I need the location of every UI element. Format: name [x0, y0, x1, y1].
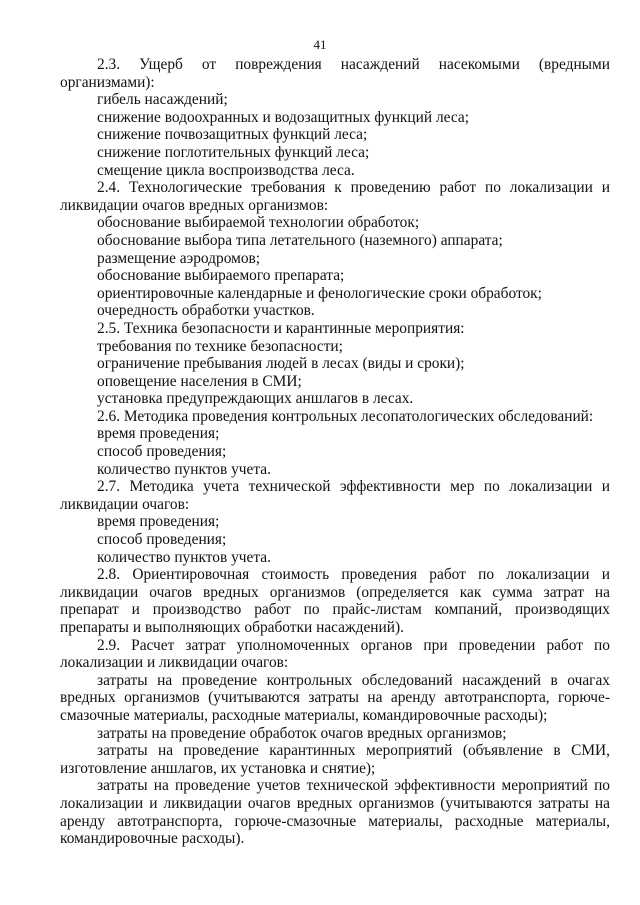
list-item: требования по технике безопасности; — [97, 337, 343, 355]
section-paragraph: 2.6. Методика проведения контрольных лесопатологических обследований: — [97, 407, 594, 425]
section-paragraph: 2.7. Методика учета технической эффективности мер по локализации и ликвидации очагов: — [60, 478, 610, 513]
section-paragraph: 2.4. Технологические требования к проведению работ по локализации и ликвидации очагов вредных организмов: — [60, 179, 610, 214]
list-item: ориентировочные календарные и фенологические сроки обработок; — [97, 284, 542, 302]
list-item: затраты на проведение карантинных мероприятий (объявление в СМИ, изготовление аншлагов, их установка и снятие); — [60, 742, 610, 777]
list-item: оповещение населения в СМИ; — [97, 372, 302, 390]
page-number: 41 — [313, 37, 327, 52]
list-item: затраты на проведение обработок очагов вредных организмов; — [97, 724, 507, 742]
section-paragraph: 2.5. Техника безопасности и карантинные мероприятия: — [97, 319, 465, 337]
section-paragraph: 2.9. Расчет затрат уполномоченных органов при проведении работ по локализации и ликвидации очагов: — [60, 636, 610, 672]
list-item: затраты на проведение контрольных обследований насаждений в очагах вредных организмов (учитываются затраты на аренду автотранспорта, горюче-смазочные материалы, расходные материалы, командировочные расходы); — [60, 671, 610, 724]
list-item: снижение почвозащитных функций леса; — [97, 126, 368, 144]
list-item: снижение водоохранных и водозащитных функций леса; — [97, 108, 469, 126]
list-item: время проведения; — [97, 513, 220, 531]
list-item: способ проведения; — [97, 443, 227, 461]
document-body — [60, 56, 610, 848]
list-item: обоснование выбора типа летательного (наземного) аппарата; — [97, 231, 503, 249]
list-item: способ проведения; — [97, 531, 227, 549]
list-item: очередность обработки участков. — [97, 302, 315, 320]
list-item: количество пунктов учета. — [97, 460, 271, 478]
section-paragraph: 2.3. Ущерб от повреждения насаждений насекомыми (вредными организмами): — [60, 56, 610, 91]
list-item: размещение аэродромов; — [97, 249, 261, 267]
list-item: гибель насаждений; — [97, 91, 228, 109]
list-item: снижение поглотительных функций леса; — [97, 143, 370, 161]
list-item: количество пунктов учета. — [97, 548, 271, 566]
list-item: обоснование выбираемого препарата; — [97, 267, 345, 285]
section-paragraph: 2.8. Ориентировочная стоимость проведения работ по локализации и ликвидации очагов вредных организмов (определяется как сумма затрат на препарат и производство работ по прайс-листам компаний, производящих препараты и выполняющих обработки насаждений). — [60, 566, 610, 636]
list-item: смещение цикла воспроизводства леса. — [97, 161, 355, 179]
list-item: ограничение пребывания людей в лесах (виды и сроки); — [97, 355, 465, 373]
list-item: время проведения; — [97, 425, 220, 443]
list-item: обоснование выбираемой технологии обработок; — [97, 214, 420, 232]
list-item: затраты на проведение учетов технической эффективности мероприятий по локализации и ликвидации очагов вредных организмов (учитываются затраты на аренду автотранспорта, горюче-смазочные материалы, расходные материалы, командировочные расходы). — [60, 777, 610, 848]
list-item: установка предупреждающих аншлагов в лесах. — [97, 390, 414, 408]
